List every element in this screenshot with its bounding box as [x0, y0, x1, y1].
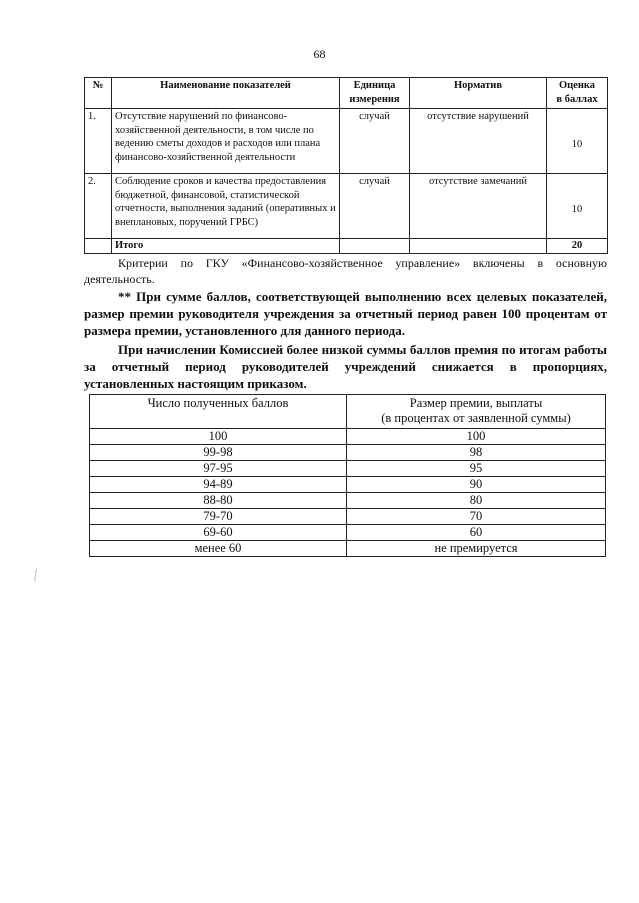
- size-cell: 90: [347, 477, 606, 493]
- paragraph-full-bonus: ** При сумме баллов, соответствующей выполнению всех целевых показателей, размер премии руководителя учреждения за отчетный период равен 100 процентам от размера премии, установленного для данного периода.: [84, 289, 607, 338]
- points-cell: 69-60: [90, 525, 347, 541]
- points-cell: 99-98: [90, 445, 347, 461]
- bonus-table: [89, 394, 606, 557]
- table-row: [90, 525, 606, 541]
- total-row: [85, 239, 608, 254]
- header-size: [347, 395, 606, 429]
- table-row: [90, 477, 606, 493]
- total-empty-cell: [85, 239, 112, 254]
- row-num: 1.: [85, 109, 112, 174]
- points-cell: 94-89: [90, 477, 347, 493]
- table-row: [85, 174, 608, 239]
- size-cell: 100: [347, 429, 606, 445]
- header-unit-line2: измерения: [349, 94, 400, 105]
- header-score: [547, 78, 608, 109]
- criteria-header-row: [85, 78, 608, 109]
- size-cell: 60: [347, 525, 606, 541]
- points-cell: 88-80: [90, 493, 347, 509]
- bonus-header-row: [90, 395, 606, 429]
- row-score: 10: [547, 109, 608, 174]
- row-num: 2.: [85, 174, 112, 239]
- size-cell: 98: [347, 445, 606, 461]
- paragraph-reduced-bonus: При начислении Комиссией более низкой суммы баллов премия по итогам работы за отчетный период руководителей учреждений снижается в пропорциях, установленных настоящим приказом.: [84, 342, 607, 391]
- header-size-line2: (в процентах от заявленной суммы): [381, 411, 571, 425]
- points-cell: 79-70: [90, 509, 347, 525]
- size-cell: не премируется: [347, 541, 606, 557]
- header-score-line1: Оценка: [558, 80, 596, 91]
- size-cell: 80: [347, 493, 606, 509]
- table-row: [90, 541, 606, 557]
- header-unit-line1: Единица: [353, 80, 396, 91]
- size-cell: 70: [347, 509, 606, 525]
- row-name: Отсутствие нарушений по финансово-хозяйственной деятельности, в том числе по ведению сметы доходов и расходов или плана финансово-хозяйственной деятельности: [112, 109, 340, 174]
- points-cell: 97-95: [90, 461, 347, 477]
- row-name: Соблюдение сроков и качества предоставления бюджетной, финансовой, статистической отчетности, выполнения заданий (оперативных и внеплановых, поручений ГРБС): [112, 174, 340, 239]
- size-cell: 95: [347, 461, 606, 477]
- table-row: [90, 461, 606, 477]
- row-score: 10: [547, 174, 608, 239]
- row-norm: отсутствие замечаний: [410, 174, 547, 239]
- page-number: 68: [313, 47, 326, 61]
- header-points: Число полученных баллов: [90, 395, 347, 429]
- table-row: [90, 445, 606, 461]
- row-norm: отсутствие нарушений: [410, 109, 547, 174]
- table-row: [85, 109, 608, 174]
- header-size-line1: Размер премии, выплаты: [409, 396, 543, 410]
- table-row: [90, 509, 606, 525]
- total-empty-cell: [340, 239, 410, 254]
- header-unit: [340, 78, 410, 109]
- header-num: №: [85, 78, 112, 109]
- table-row: [90, 493, 606, 509]
- total-value: 20: [547, 239, 608, 254]
- row-unit: случай: [340, 109, 410, 174]
- points-cell: 100: [90, 429, 347, 445]
- margin-mark: [34, 569, 37, 581]
- points-cell: менее 60: [90, 541, 347, 557]
- total-label: Итого: [112, 239, 340, 254]
- header-norm: Норматив: [410, 78, 547, 109]
- total-empty-cell: [410, 239, 547, 254]
- header-name: Наименование показателей: [112, 78, 340, 109]
- row-unit: случай: [340, 174, 410, 239]
- table-row: [90, 429, 606, 445]
- paragraph-criteria-note: Критерии по ГКУ «Финансово-хозяйственное управление» включены в основную деятельность.: [84, 256, 607, 286]
- header-score-line2: в баллах: [556, 94, 598, 105]
- criteria-table: [84, 77, 608, 254]
